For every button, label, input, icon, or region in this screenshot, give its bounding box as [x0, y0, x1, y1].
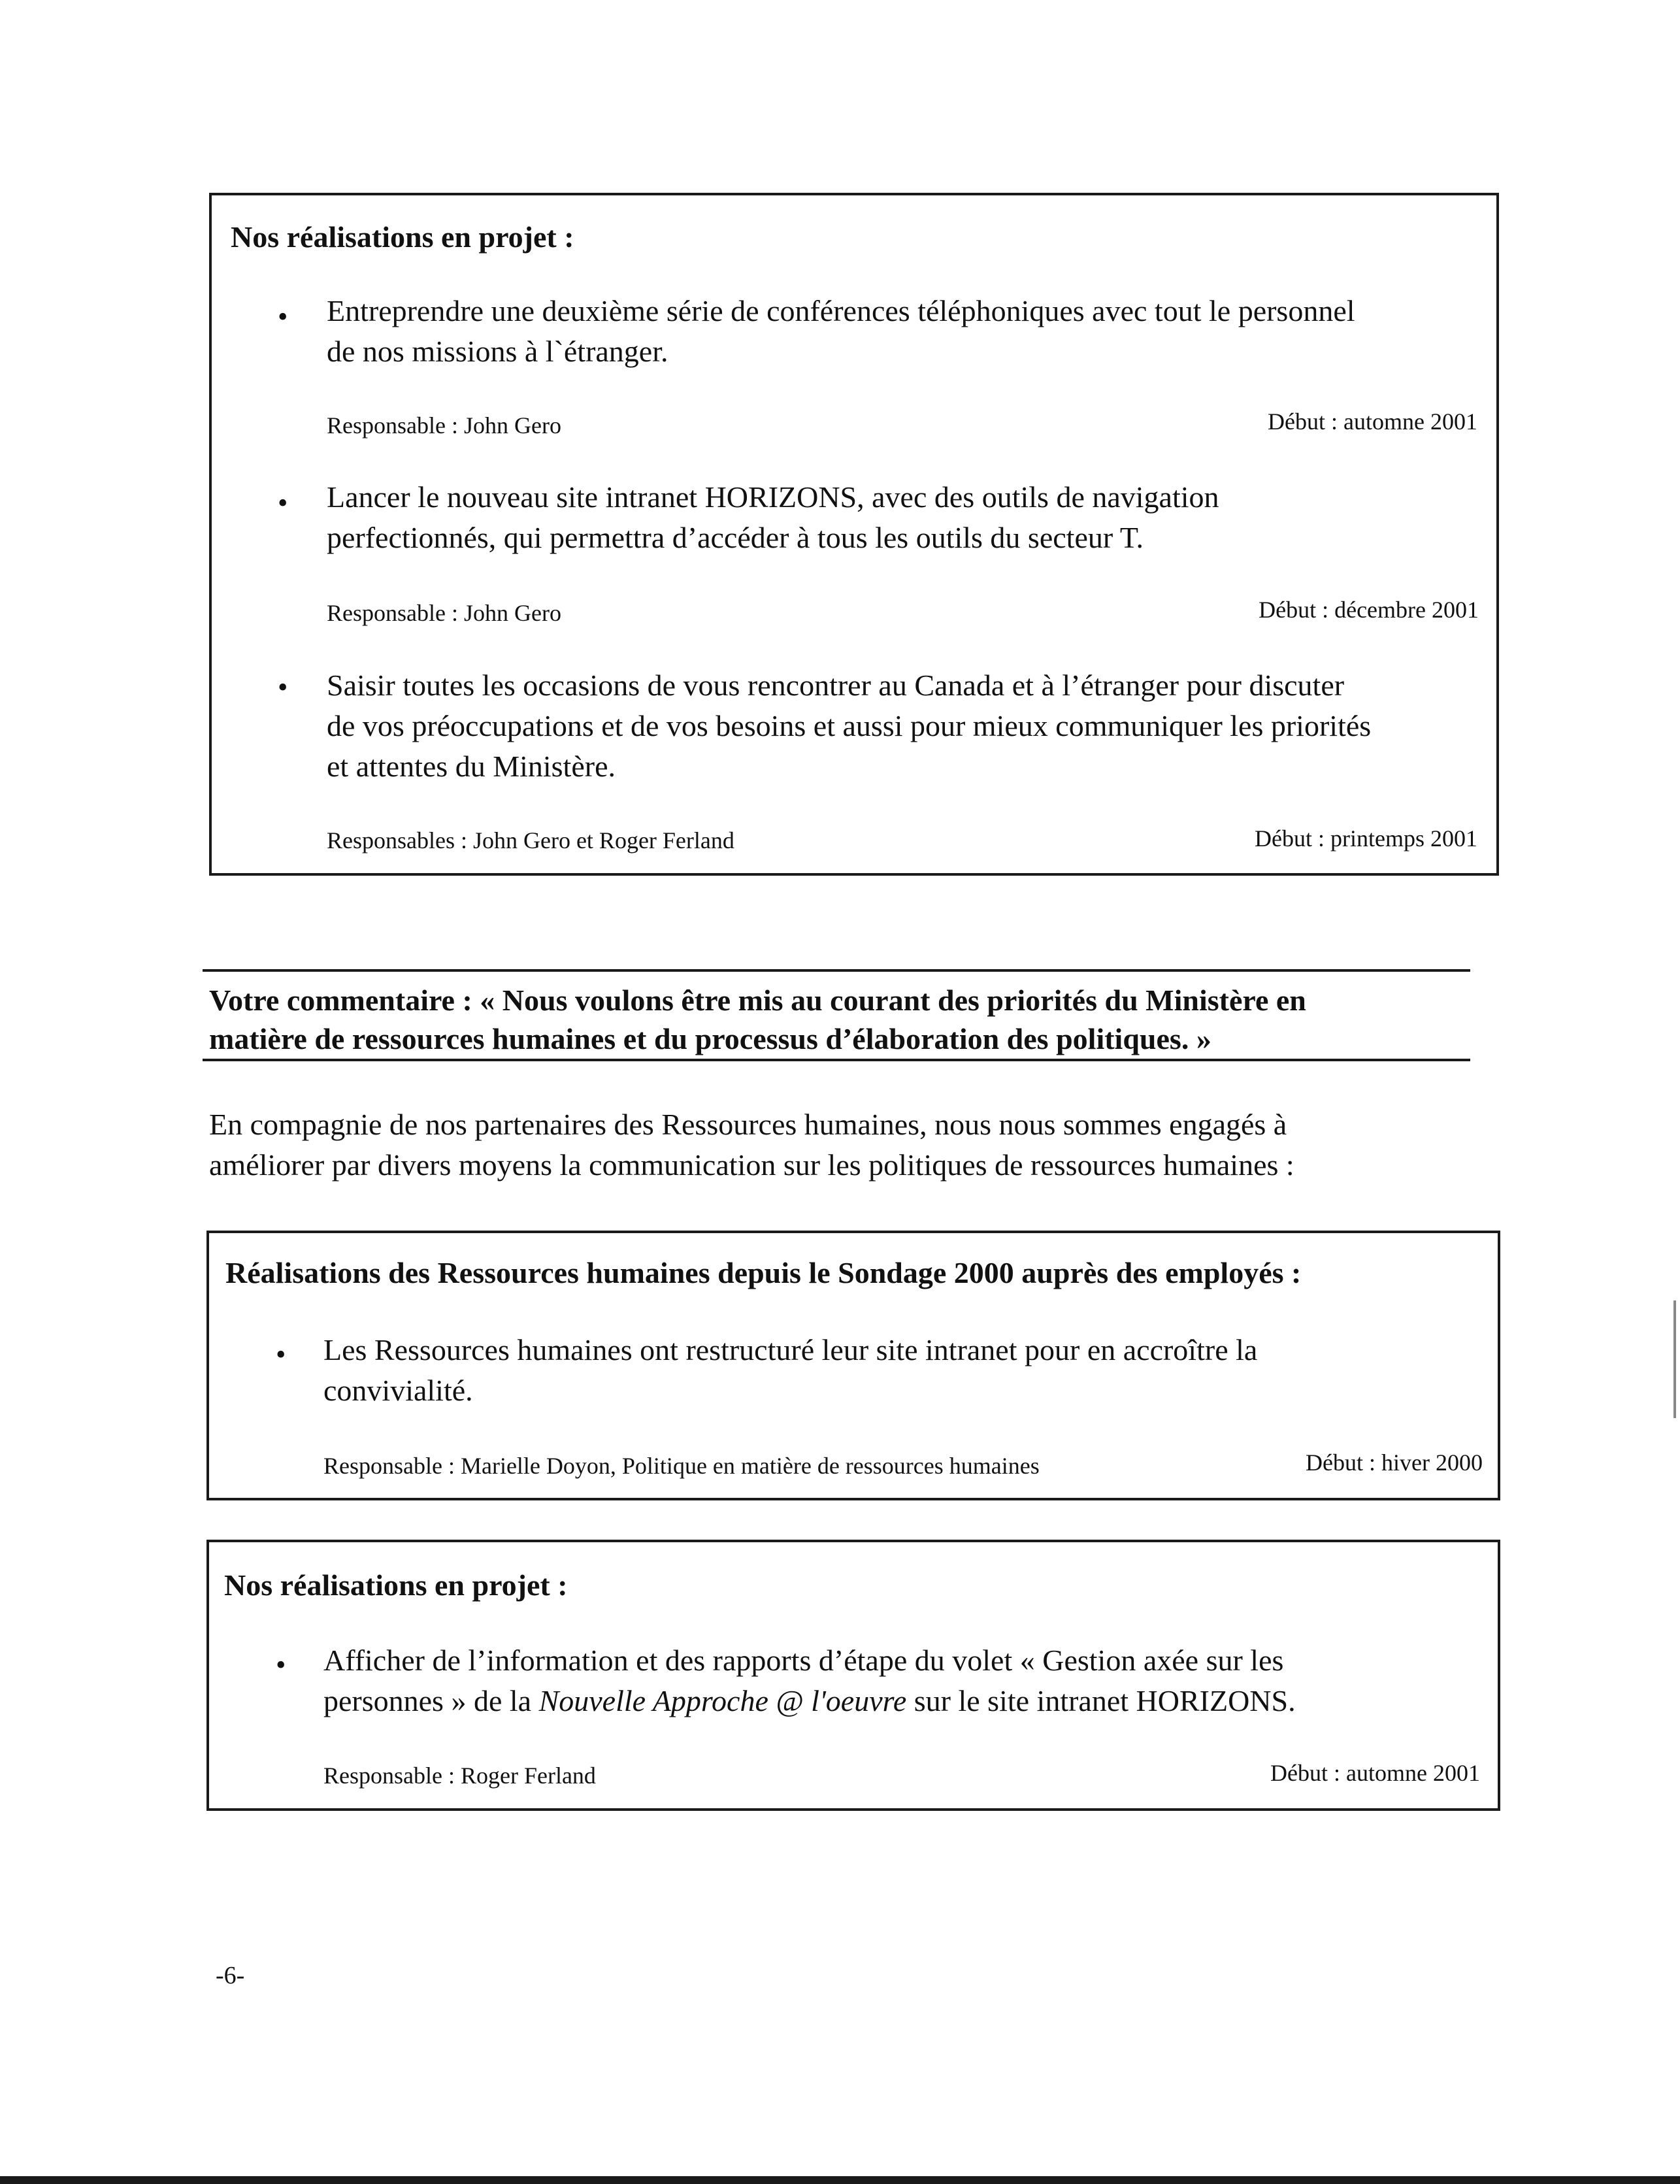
intro-paragraph-line: améliorer par divers moyens la communication sur les politiques de ressources humaines : [209, 1148, 1294, 1182]
responsible-label: Responsables : John Gero et Roger Ferland [327, 827, 734, 853]
comment-heading-line: matière de ressources humaines et du processus d’élaboration des politiques. » [209, 1022, 1211, 1055]
list-item-text-line: de nos missions à l`étranger. [327, 335, 668, 368]
projects-box-2-title: Nos réalisations en projet : [224, 1568, 568, 1602]
bullet-icon: • [276, 1649, 286, 1681]
comment-top-rule [203, 969, 1470, 972]
list-item-text-segment: sur le site intranet HORIZONS. [906, 1684, 1296, 1717]
bullet-icon: • [278, 487, 288, 519]
start-date-label: Début : automne 2001 [1268, 408, 1477, 435]
list-item-text-line: Saisir toutes les occasions de vous rencontrer au Canada et à l’étranger pour discuter [327, 669, 1345, 702]
start-date-label: Début : hiver 2000 [1306, 1449, 1483, 1476]
hr-achievements-box-title: Réalisations des Ressources humaines depuis le Sondage 2000 auprès des employés : [225, 1256, 1302, 1289]
start-date-label: Début : décembre 2001 [1259, 597, 1479, 623]
bullet-icon: • [278, 301, 288, 333]
responsible-label: Responsable : Roger Ferland [323, 1762, 596, 1789]
list-item-text-line: Lancer le nouveau site intranet HORIZONS, avec des outils de navigation [327, 480, 1219, 514]
list-item-text-segment: personnes » de la [323, 1684, 539, 1717]
responsible-label: Responsable : Marielle Doyon, Politique en matière de ressources humaines [323, 1453, 1040, 1479]
program-name-italic: Nouvelle Approche @ l'oeuvre [538, 1684, 907, 1717]
bullet-icon: • [278, 671, 288, 703]
list-item-text-line: Entreprendre une deuxième série de conférences téléphoniques avec tout le personnel [327, 294, 1355, 327]
page-number: -6- [216, 1962, 245, 1989]
comment-bottom-rule [203, 1059, 1470, 1061]
list-item-text-line: et attentes du Ministère. [327, 750, 616, 783]
scan-edge-bottom [0, 2176, 1680, 2184]
intro-paragraph-line: En compagnie de nos partenaires des Ressources humaines, nous nous sommes engagés à [209, 1108, 1287, 1141]
comment-heading-line: Votre commentaire : « Nous voulons être mis au courant des priorités du Ministère en [209, 984, 1306, 1017]
list-item-text-line: de vos préoccupations et de vos besoins et aussi pour mieux communiquer les priorités [327, 709, 1372, 742]
start-date-label: Début : automne 2001 [1270, 1760, 1480, 1786]
responsible-label: Responsable : John Gero [327, 412, 561, 438]
scan-edge-right [1673, 1300, 1676, 1418]
list-item-text-line: convivialité. [323, 1374, 473, 1407]
list-item-text-line: Afficher de l’information et des rapports d’étape du volet « Gestion axée sur les [323, 1644, 1284, 1677]
list-item-text-line [323, 1681, 1296, 1721]
responsible-label: Responsable : John Gero [327, 600, 561, 626]
list-item-text-line: Les Ressources humaines ont restructuré leur site intranet pour en accroître la [323, 1333, 1258, 1366]
start-date-label: Début : printemps 2001 [1255, 825, 1477, 852]
list-item-text-line: perfectionnés, qui permettra d’accéder à tous les outils du secteur T. [327, 521, 1144, 554]
projects-box-1-title: Nos réalisations en projet : [231, 220, 574, 254]
bullet-icon: • [276, 1338, 286, 1370]
